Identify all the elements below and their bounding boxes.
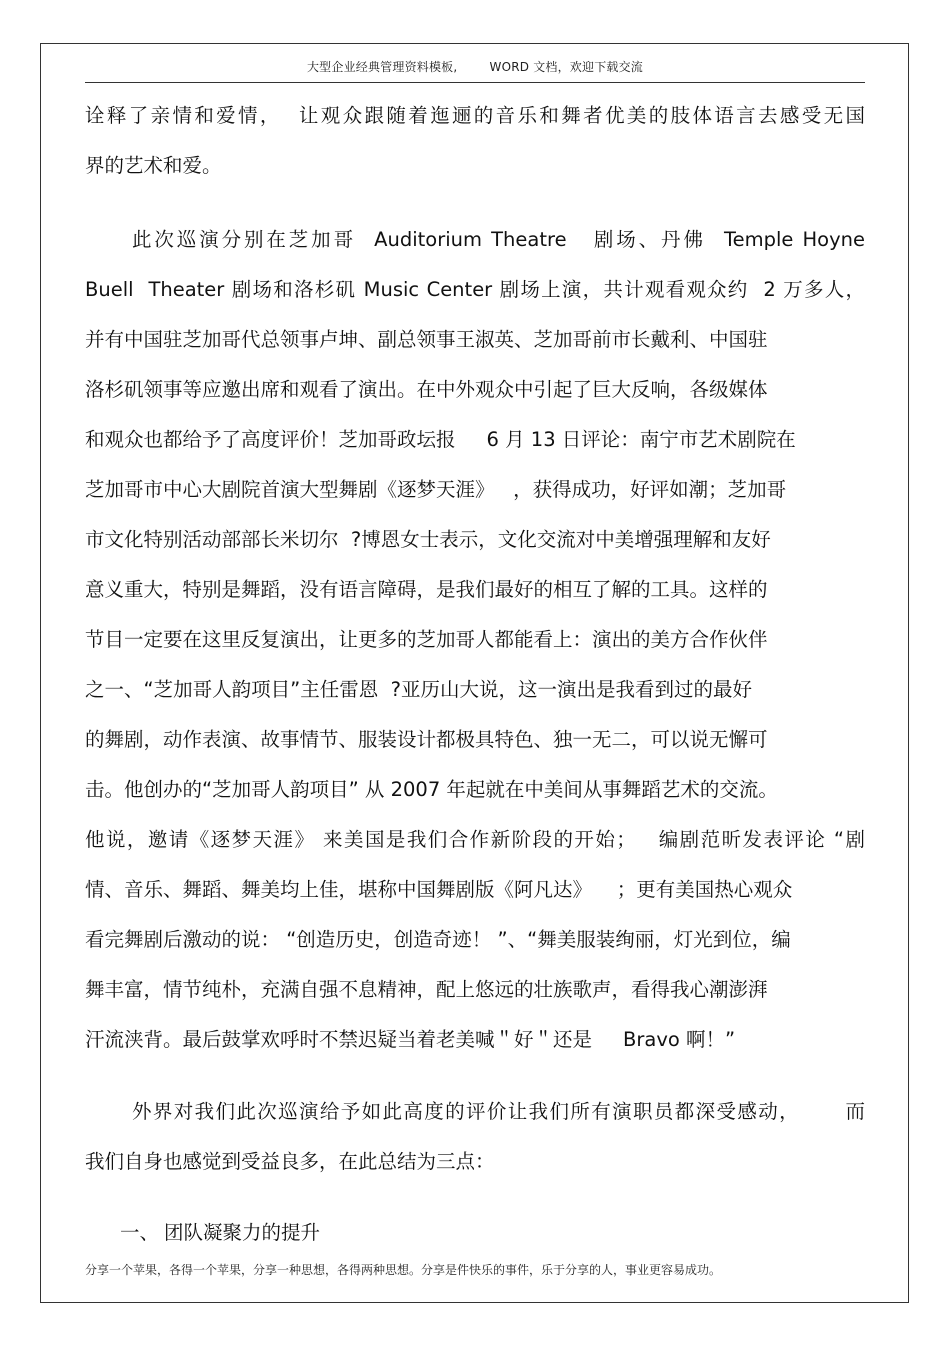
- body-line: 节目一定要在这里反复演出，让更多的芝加哥人都能看上：演出的美方合作伙伴: [85, 628, 768, 651]
- body-line: 并有中国驻芝加哥代总领事卢坤、副总领事王淑英、芝加哥前市长戴利、中国驻: [85, 328, 768, 351]
- body-line: 意义重大，特别是舞蹈，没有语言障碍，是我们最好的相互了解的工具。这样的: [85, 578, 768, 601]
- section-heading: [120, 1220, 320, 1246]
- body-line: 之一、“芝加哥人韵项目”主任雷恩 ?亚历山大说，这一演出是我看到过的最好: [85, 678, 752, 701]
- body-line: 我们自身也感觉到受益良多，在此总结为三点：: [85, 1150, 495, 1173]
- body-line: 他说，邀请《逐梦天涯》 来美国是我们合作新阶段的开始； 编剧范昕发表评论 “剧: [85, 828, 865, 851]
- body-line: 市文化特别活动部部长米切尔 ?博恩女士表示，文化交流对中美增强理解和友好: [85, 528, 771, 551]
- page-footer: 分享一个苹果，各得一个苹果，分享一种思想，各得两种思想。分享是件快乐的事件，乐于分享的人，事业更容易成功。: [85, 1263, 722, 1277]
- body-line: 外界对我们此次巡演给予如此高度的评价让我们所有演职员都深受感动， 而: [132, 1100, 865, 1123]
- body-line: 的舞剧，动作表演、故事情节、服装设计都极具特色、独一无二，可以说无懈可: [85, 728, 768, 751]
- body-line: 界的艺术和爱。: [85, 154, 222, 177]
- body-line: 洛杉矶领事等应邀出席和观看了演出。在中外观众中引起了巨大反响，各级媒体: [85, 378, 768, 401]
- body-line: 芝加哥市中心大剧院首演大型舞剧《逐梦天涯》 ，获得成功，好评如潮；芝加哥: [85, 478, 787, 501]
- body-line: Buell Theater 剧场和洛杉矶 Music Center 剧场上演，共计观看观众约 2 万多人，: [85, 278, 865, 301]
- page-header: 大型企业经典管理资料模板, WORD 文档，欢迎下载交流: [306, 60, 644, 74]
- section-heading-number: 一、: [120, 1221, 160, 1244]
- header-divider: [85, 82, 865, 83]
- section-heading-title: 团队凝聚力的提升: [164, 1221, 321, 1244]
- body-line: 和观众也都给予了高度评价！芝加哥政坛报 6 月 13 日评论：南宁市艺术剧院在: [85, 428, 796, 451]
- body-line: 此次巡演分别在芝加哥 Auditorium Theatre 剧场、丹佛 Temple Hoyne: [132, 228, 865, 251]
- body-line: 击。他创办的“芝加哥人韵项目” 从 2007 年起就在中美间从事舞蹈艺术的交流。: [85, 778, 778, 801]
- body-line: 诠释了亲情和爱情， 让观众跟随着迤逦的音乐和舞者优美的肢体语言去感受无国: [85, 104, 865, 127]
- body-line: 情、音乐、舞蹈、舞美均上佳，堪称中国舞剧版《阿凡达》 ；更有美国热心观众: [85, 878, 793, 901]
- body-line: 汗流浃背。最后鼓掌欢呼时不禁迟疑当着老美喊＂好＂还是 Bravo 啊！”: [85, 1028, 736, 1051]
- body-line: 看完舞剧后激动的说： “创造历史，创造奇迹！ ”、“舞美服装绚丽，灯光到位，编: [85, 928, 791, 951]
- body-line: 舞丰富，情节纯朴，充满自强不息精神，配上悠远的壮族歌声，看得我心潮澎湃: [85, 978, 768, 1001]
